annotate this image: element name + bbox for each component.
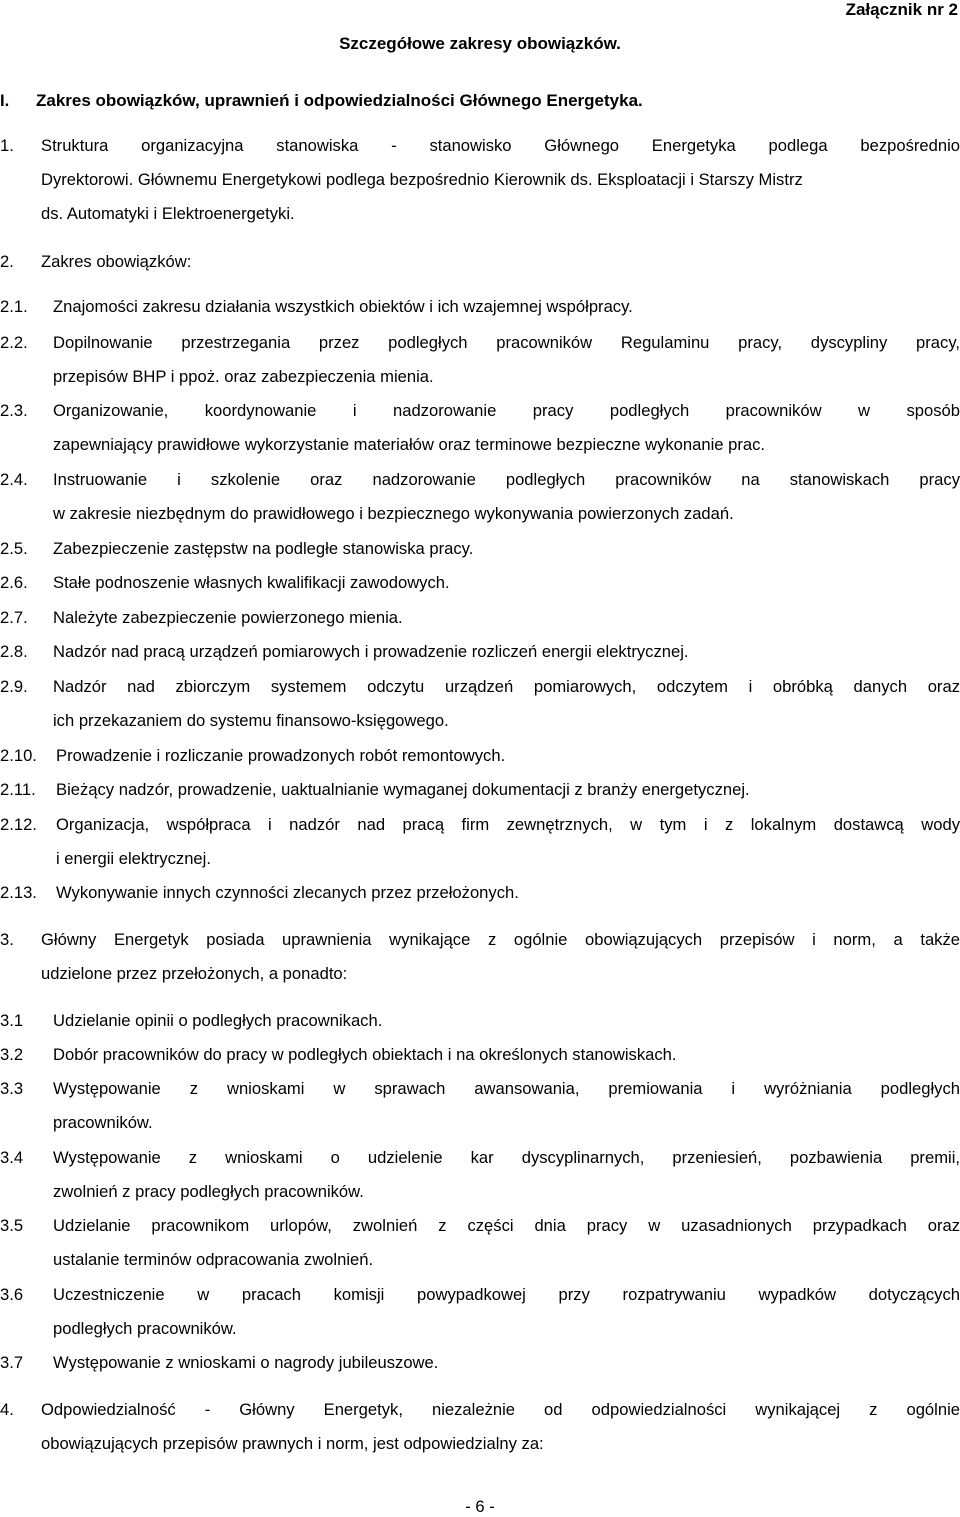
list-item-number: 3.1: [0, 1011, 24, 1030]
list-item-number: 2.4.: [0, 470, 28, 489]
list-item-text: podległych pracowników.: [53, 1319, 237, 1338]
page-number: - 6 -: [465, 1497, 495, 1516]
list-item-text: w zakresie niezbędnym do prawidłowego i bezpiecznego wykonywania powierzonych zadań.: [53, 504, 734, 523]
list-item-number: 3.7: [0, 1353, 24, 1372]
list-item-text: Nadzór nad zbiorczym systemem odczytu urządzeń pomiarowych, odczytem i obróbką danych oraz: [53, 677, 960, 696]
section-heading: Zakres obowiązków, uprawnień i odpowiedzialności Głównego Energetyka.: [36, 91, 643, 110]
paragraph-number: 2.: [0, 252, 14, 271]
paragraph-line: ds. Automatyki i Elektroenergetyki.: [41, 204, 295, 223]
section-number: I.: [0, 91, 10, 110]
list-item-number: 2.8.: [0, 642, 28, 661]
list-item-number: 3.5: [0, 1216, 24, 1235]
list-item-number: 2.1.: [0, 297, 28, 316]
list-item-text: Dopilnowanie przestrzegania przez podległych pracowników Regulaminu pracy, dyscypliny pracy,: [53, 333, 960, 352]
list-item-number: 2.5.: [0, 539, 28, 558]
list-item-text: Występowanie z wnioskami o udzielenie kar dyscyplinarnych, przeniesień, pozbawienia premii,: [53, 1148, 960, 1167]
paragraph-line: Zakres obowiązków:: [41, 252, 192, 271]
list-item-number: 2.12.: [0, 815, 37, 834]
list-item-number: 2.10.: [0, 746, 37, 765]
list-item-text: Dobór pracowników do pracy w podległych obiektach i na określonych stanowiskach.: [53, 1045, 677, 1064]
list-item-text: Stałe podnoszenie własnych kwalifikacji zawodowych.: [53, 573, 450, 592]
list-item-text: Zabezpieczenie zastępstw na podległe stanowiska pracy.: [53, 539, 474, 558]
paragraph-number: 1.: [0, 136, 14, 155]
list-item-number: 2.13.: [0, 883, 37, 902]
list-item-text: Znajomości zakresu działania wszystkich obiektów i ich wzajemnej współpracy.: [53, 297, 633, 316]
list-item-text: Nadzór nad pracą urządzeń pomiarowych i prowadzenie rozliczeń energii elektrycznej.: [53, 642, 689, 661]
list-item-text: pracowników.: [53, 1113, 153, 1132]
paragraph-line: udzielone przez przełożonych, a ponadto:: [41, 964, 348, 983]
list-item-text: Bieżący nadzór, prowadzenie, uaktualnianie wymaganej dokumentacji z branży energetycznej.: [56, 780, 750, 799]
list-item-text: Należyte zabezpieczenie powierzonego mienia.: [53, 608, 403, 627]
list-item-text: ustalanie terminów odpracowania zwolnień.: [53, 1250, 374, 1269]
paragraph-line: Główny Energetyk posiada uprawnienia wynikające z ogólnie obowiązujących przepisów i norm, a także: [41, 930, 960, 949]
paragraph-line: Odpowiedzialność - Główny Energetyk, niezależnie od odpowiedzialności wynikającej z ogólnie: [41, 1400, 960, 1419]
list-item-number: 2.3.: [0, 401, 28, 420]
list-item-number: 3.3: [0, 1079, 24, 1098]
list-item-text: Instruowanie i szkolenie oraz nadzorowanie podległych pracowników na stanowiskach pracy: [53, 470, 960, 489]
paragraph-line: Dyrektorowi. Głównemu Energetykowi podlega bezpośrednio Kierownik ds. Eksploatacji i Starszy Mistrz: [41, 170, 803, 189]
list-item-text: Udzielanie pracownikom urlopów, zwolnień z części dnia pracy w uzasadnionych przypadkach oraz: [53, 1216, 960, 1235]
paragraph-number: 4.: [0, 1400, 14, 1419]
list-item-number: 3.2: [0, 1045, 24, 1064]
document-title: Szczegółowe zakresy obowiązków.: [339, 34, 621, 53]
list-item-text: Organizowanie, koordynowanie i nadzorowanie pracy podległych pracowników w sposób: [53, 401, 960, 420]
list-item-number: 2.9.: [0, 677, 28, 696]
list-item-number: 2.11.: [0, 780, 36, 799]
list-item-number: 2.7.: [0, 608, 28, 627]
list-item-text: ich przekazaniem do systemu finansowo-księgowego.: [53, 711, 449, 730]
list-item-text: Udzielanie opinii o podległych pracownikach.: [53, 1011, 383, 1030]
list-item-text: Występowanie z wnioskami o nagrody jubileuszowe.: [53, 1353, 439, 1372]
list-item-number: 3.4: [0, 1148, 24, 1167]
list-item-text: Uczestniczenie w pracach komisji powypadkowej przy rozpatrywaniu wypadków dotyczących: [53, 1285, 960, 1304]
list-item-text: przepisów BHP i ppoż. oraz zabezpieczenia mienia.: [53, 367, 434, 386]
list-item-text: zwolnień z pracy podległych pracowników.: [53, 1182, 364, 1201]
list-item-text: i energii elektrycznej.: [56, 849, 211, 868]
paragraph-line: Struktura organizacyjna stanowiska - stanowisko Głównego Energetyka podlega bezpośrednio: [41, 136, 960, 155]
list-item-text: zapewniający prawidłowe wykorzystanie materiałów oraz terminowe bezpieczne wykonanie prac.: [53, 435, 766, 454]
list-item-number: 3.6: [0, 1285, 24, 1304]
list-item-number: 2.6.: [0, 573, 28, 592]
paragraph-line: obowiązujących przepisów prawnych i norm, jest odpowiedzialny za:: [41, 1434, 544, 1453]
list-item-text: Wykonywanie innych czynności zlecanych przez przełożonych.: [56, 883, 519, 902]
list-item-text: Występowanie z wnioskami w sprawach awansowania, premiowania i wyróżniania podległych: [53, 1079, 960, 1098]
list-item-number: 2.2.: [0, 333, 28, 352]
list-item-text: Prowadzenie i rozliczanie prowadzonych robót remontowych.: [56, 746, 506, 765]
list-item-text: Organizacja, współpraca i nadzór nad pracą firm zewnętrznych, w tym i z lokalnym dostawcą wody: [56, 815, 960, 834]
attachment-label: Załącznik nr 2: [845, 0, 958, 19]
paragraph-number: 3.: [0, 930, 14, 949]
